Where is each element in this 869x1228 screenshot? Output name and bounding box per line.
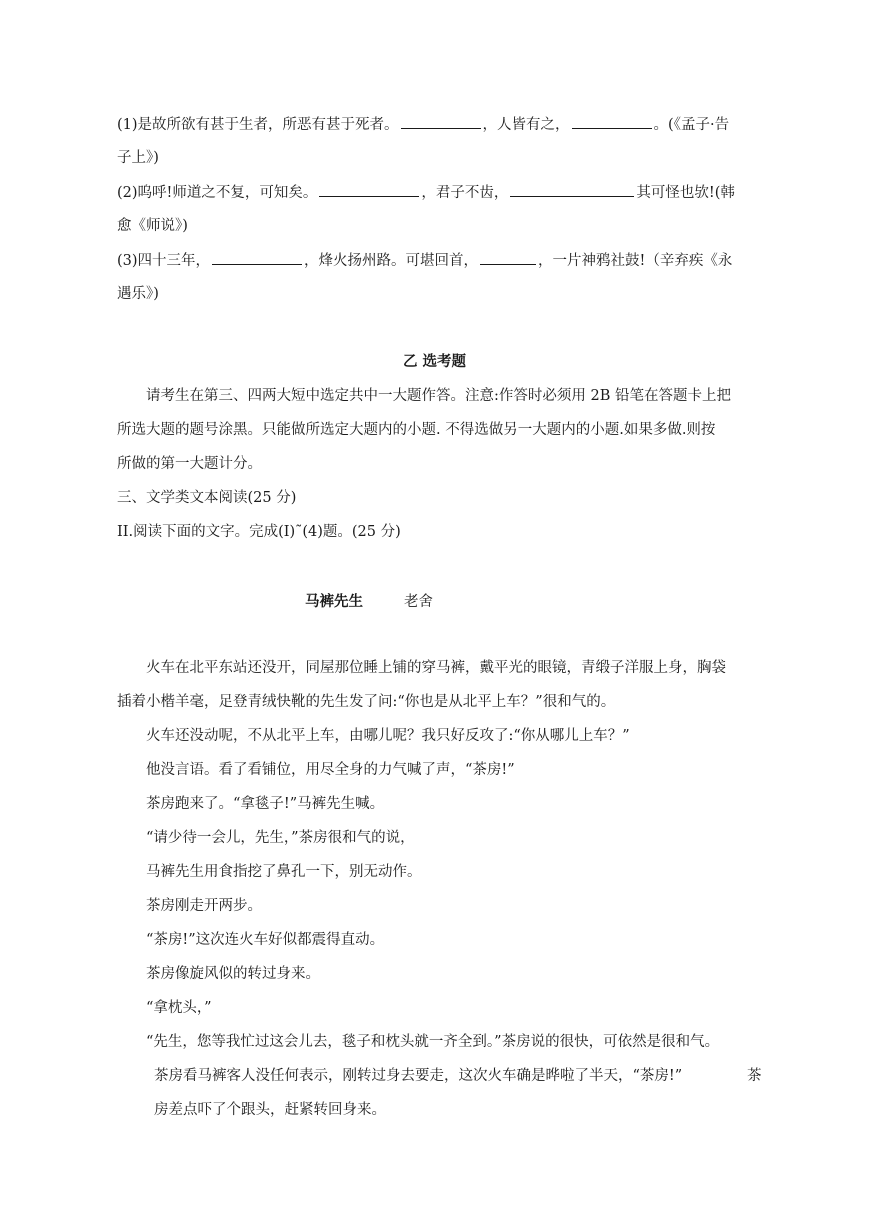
section-yi-instruction-line-2: 所选大题的题号涂黑。只能做所选定大题内的小题. 不得选做另一大题内的小题.如果多做.则按 [117,422,716,438]
story-paragraph-12-tail: 茶 [747,1068,762,1084]
question-2-continuation: 愈《师说》) [117,218,188,234]
question-11-heading: II.阅读下面的文字。完成(I)˜(4)题。(25 分) [117,524,401,540]
question-3-line [117,250,732,271]
question-1-text: (1)是故所欲有甚于生者，所恶有甚于死者。 [117,117,399,133]
question-3-continuation: 遇乐》) [117,286,159,302]
story-paragraph-12-line-1: 茶房看马裤客人没任何表示，刚转过身去要走，这次火车确是晔啦了半天，“茶房!” [154,1068,683,1084]
story-paragraph-1-line-2: 插着小楷羊毫，足登青绒快靴的先生发了问:“你也是从北平上车？”很和气的。 [117,694,616,710]
section-yi-instruction-line-1: 请考生在第三、四两大短中选定共中一大题作答。注意:作答时必须用 2B 铅笔在答题卡上把 [146,388,731,404]
question-2-line [117,182,735,203]
question-2-mid: ，君子不齿， [421,185,509,201]
question-1-blank-2[interactable] [572,114,652,129]
story-paragraph-7: 茶房刚走开两步。 [146,898,262,914]
question-3-after: ，一片神鸦社鼓!（辛弃疾《永 [538,253,733,269]
question-1-mid: ，人皆有之， [482,117,570,133]
question-2-blank-2[interactable] [510,182,634,197]
story-title: 马裤先生 [305,593,363,610]
story-paragraph-3: 他没言语。看了看铺位，用尽全身的力气喊了声，“茶房!” [146,762,515,778]
story-paragraph-2: 火车还没动呢，不从北平上车，由哪儿呢？我只好反攻了:“你从哪儿上车？” [146,728,630,744]
story-paragraph-9: 茶房像旋风似的转过身来。 [146,966,320,982]
question-3-blank-2[interactable] [480,250,536,265]
story-paragraph-11: “先生，您等我忙过这会儿去，毯子和枕头就一齐全到。”茶房说的很快，可依然是很和气。 [146,1034,720,1050]
story-author: 老舍 [404,594,433,610]
story-paragraph-8: “茶房!”这次连火车好似都震得直动。 [146,932,385,948]
question-1-continuation: 子上》) [117,150,159,166]
question-3-text: (3)四十三年， [117,253,211,269]
question-2-text: (2)呜呼!师道之不复，可知矣。 [117,185,318,201]
section-yi-instruction-line-3: 所做的第一大题计分。 [117,456,262,472]
story-paragraph-12-line-2: 房差点吓了个跟头，赶紧转回身来。 [154,1102,386,1118]
section-yi-title: 乙 选考题 [402,353,467,370]
story-paragraph-10: “拿枕头，” [146,1000,212,1016]
question-1-blank-1[interactable] [401,114,481,129]
question-2-blank-1[interactable] [319,182,419,197]
question-1-after: 。(《孟子·告 [653,117,730,133]
question-3-blank-1[interactable] [212,250,302,265]
story-paragraph-6: 马裤先生用食指挖了鼻孔一下，别无动作。 [146,864,422,880]
question-2-after: 其可怪也欤!(韩 [636,185,735,201]
story-paragraph-5: “请少待一会儿，先生，”茶房很和气的说， [146,830,415,846]
question-1-line [117,114,729,135]
question-3-mid: ，烽火扬州路。可堪回首， [304,253,479,269]
story-paragraph-4: 茶房跑来了。“拿毯子!”马裤先生喊。 [146,796,385,812]
story-paragraph-1-line-1: 火车在北平东站还没开，同屋那位睡上铺的穿马裤，戴平光的眼镜，青缎子洋服上身，胸袋 [146,660,726,676]
part-3-heading: 三、文学类文本阅读(25 分) [117,490,297,506]
